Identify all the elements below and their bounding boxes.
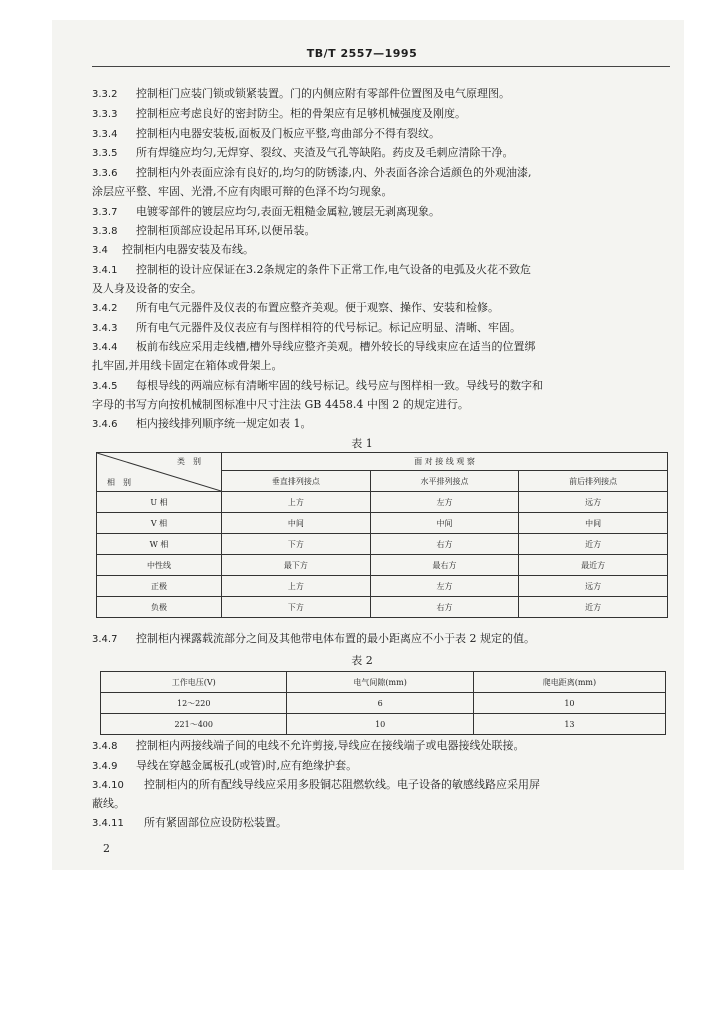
clause-number: 3.4.5	[92, 381, 118, 392]
table-cell: 上方	[222, 492, 371, 513]
table-row	[101, 714, 666, 735]
clause-text: 控制柜内的所有配线导线应采用多股铜芯阻燃软线。电子设备的敏感线路应采用屏	[144, 778, 540, 791]
clause-line	[92, 146, 672, 161]
clause-line	[92, 166, 672, 181]
clause-continuation	[92, 282, 672, 296]
table-cell: 10	[287, 714, 473, 735]
table2-caption: 表 2	[351, 654, 373, 667]
clause-text: 所有电气元器件及仪表的布置应整齐美观。便于观察、操作、安装和检修。	[136, 301, 499, 314]
clause-text: 控制柜内电器安装板,面板及门板应平整,弯曲部分不得有裂纹。	[136, 127, 440, 140]
clause-text: 所有焊缝应均匀,无焊穿、裂纹、夹渣及气孔等缺陷。药皮及毛刺应清除干净。	[136, 146, 514, 159]
page-number: 2	[103, 842, 110, 855]
column-header: 前后排列接点	[519, 471, 668, 492]
table-cell: 最近方	[519, 555, 668, 576]
clause-number: 3.3.3	[92, 109, 118, 120]
table-cell: 13	[473, 714, 665, 735]
column-header: 水平排列接点	[370, 471, 519, 492]
clause-line	[92, 778, 672, 793]
table-cell: 远方	[519, 576, 668, 597]
clause-text: 扎牢固,并用线卡固定在箱体或骨架上。	[92, 359, 283, 372]
table1-caption: 表 1	[351, 437, 373, 450]
table-cell: 左方	[370, 576, 519, 597]
row-label: V 相	[97, 513, 222, 534]
clause-number: 3.3.2	[92, 89, 118, 100]
clause-number: 3.3.8	[92, 226, 118, 237]
table-row	[97, 492, 668, 513]
clause-number: 3.4.10	[92, 780, 124, 791]
clause-number: 3.4.1	[92, 265, 118, 276]
table-row	[97, 534, 668, 555]
clause-line	[92, 127, 672, 142]
table-cell: 中间	[519, 513, 668, 534]
table-row	[101, 693, 666, 714]
clause-number: 3.4.3	[92, 323, 118, 334]
corner-bottom-label: 相 别	[107, 478, 131, 487]
clause-line	[92, 224, 672, 239]
table1-group-header: 面 对 接 线 观 察	[222, 453, 668, 471]
table-cell: 下方	[222, 534, 371, 555]
header-rule	[92, 66, 670, 67]
table-cell: 右方	[370, 534, 519, 555]
clause-line	[92, 379, 672, 394]
corner-top-label: 类 别	[177, 457, 201, 466]
clause-text: 控制柜内外表面应涂有良好的,均匀的防锈漆,内、外表面各涂合适颜色的外观油漆,	[136, 166, 532, 179]
clause-number: 3.4.11	[92, 818, 124, 829]
clause-text: 所有紧固部位应设防松装置。	[144, 816, 287, 829]
clause-text: 导线在穿越金属板孔(或管)时,应有绝缘护套。	[136, 759, 358, 772]
table-cell: 下方	[222, 597, 371, 618]
clause-text: 及人身及设备的安全。	[92, 282, 202, 295]
clause-text: 控制柜的设计应保证在3.2条规定的条件下正常工作,电气设备的电弧及火花不致危	[136, 263, 531, 276]
clause-number: 3.4.8	[92, 741, 118, 752]
clause-continuation	[92, 359, 672, 373]
table-row	[97, 555, 668, 576]
clause-number: 3.4.6	[92, 419, 118, 430]
table-cell: 6	[287, 693, 473, 714]
clause-line	[92, 107, 672, 122]
row-label: 负极	[97, 597, 222, 618]
clearance-table	[100, 671, 666, 735]
clause-text: 控制柜顶部应设起吊耳环,以便吊装。	[136, 224, 316, 237]
clause-text: 字母的书写方向按机械制图标准中尺寸注法 GB 4458.4 中图 2 的规定进行。	[92, 398, 469, 411]
table-cell: 近方	[519, 597, 668, 618]
clause-line	[92, 816, 672, 831]
table-row	[97, 513, 668, 534]
table1-corner-cell	[97, 453, 222, 492]
table-cell: 12～220	[101, 693, 287, 714]
table-cell: 中间	[222, 513, 371, 534]
column-header: 爬电距离(mm)	[473, 672, 665, 693]
row-label: 正极	[97, 576, 222, 597]
row-label: U 相	[97, 492, 222, 513]
clause-text: 涂层应平整、牢固、光滑,不应有肉眼可辩的色泽不均匀现象。	[92, 185, 393, 198]
clause-line	[92, 759, 672, 774]
clause-number: 3.4.4	[92, 342, 118, 353]
clause-number: 3.4.2	[92, 303, 118, 314]
clause-number: 3.4	[92, 245, 108, 256]
clause-number: 3.3.6	[92, 168, 118, 179]
table-cell: 近方	[519, 534, 668, 555]
clause-line	[92, 205, 672, 220]
clause-line	[92, 301, 672, 316]
clause-number: 3.3.4	[92, 129, 118, 140]
table-cell: 10	[473, 693, 665, 714]
clause-continuation	[92, 797, 672, 811]
clause-text: 板前布线应采用走线槽,槽外导线应整齐美观。槽外较长的导线束应在适当的位置绑	[136, 340, 536, 353]
section-heading	[92, 243, 672, 258]
table-cell: 最右方	[370, 555, 519, 576]
column-header: 工作电压(V)	[101, 672, 287, 693]
table-cell: 远方	[519, 492, 668, 513]
clause-line	[92, 87, 672, 102]
clause-text: 控制柜应考虑良好的密封防尘。柜的骨架应有足够机械强度及刚度。	[136, 107, 466, 120]
column-header: 电气间隙(mm)	[287, 672, 473, 693]
clause-line	[92, 632, 672, 647]
table-cell: 左方	[370, 492, 519, 513]
table-row	[97, 597, 668, 618]
clause-text: 控制柜内电器安装及布线。	[122, 243, 254, 256]
clause-number: 3.3.7	[92, 207, 118, 218]
clause-text: 控制柜内两接线端子间的电线不允许剪接,导线应在接线端子或电器接线处联接。	[136, 739, 525, 752]
column-header: 垂直排列接点	[222, 471, 371, 492]
table-cell: 中间	[370, 513, 519, 534]
clause-text: 柜内接线排列顺序统一规定如表 1。	[136, 417, 312, 430]
clause-line	[92, 417, 672, 432]
clause-number: 3.4.9	[92, 761, 118, 772]
clause-line	[92, 263, 672, 278]
table-cell: 最下方	[222, 555, 371, 576]
table-cell: 右方	[370, 597, 519, 618]
clause-continuation	[92, 185, 672, 199]
clause-number: 3.3.5	[92, 148, 118, 159]
clause-line	[92, 739, 672, 754]
clause-number: 3.4.7	[92, 634, 118, 645]
clause-text: 电镀零部件的镀层应均匀,表面无粗糙金属粒,镀层无剥离现象。	[136, 205, 440, 218]
table-row	[97, 576, 668, 597]
table-cell: 221～400	[101, 714, 287, 735]
wiring-order-table	[96, 452, 668, 618]
clause-continuation	[92, 398, 672, 412]
clause-line	[92, 340, 672, 355]
table-cell: 上方	[222, 576, 371, 597]
clause-text: 蔽线。	[92, 797, 125, 810]
clause-line	[92, 321, 672, 336]
document-header: TB/T 2557—1995	[306, 47, 418, 60]
row-label: 中性线	[97, 555, 222, 576]
clause-text: 控制柜内裸露载流部分之间及其他带电体布置的最小距离应不小于表 2 规定的值。	[136, 632, 535, 645]
clause-text: 每根导线的两端应标有清晰牢固的线号标记。线号应与图样相一致。导线号的数字和	[136, 379, 543, 392]
clause-text: 所有电气元器件及仪表应有与图样相符的代号标记。标记应明显、清晰、牢固。	[136, 321, 521, 334]
row-label: W 相	[97, 534, 222, 555]
clause-text: 控制柜门应装门锁或锁紧装置。门的内侧应附有零部件位置图及电气原理图。	[136, 87, 510, 100]
